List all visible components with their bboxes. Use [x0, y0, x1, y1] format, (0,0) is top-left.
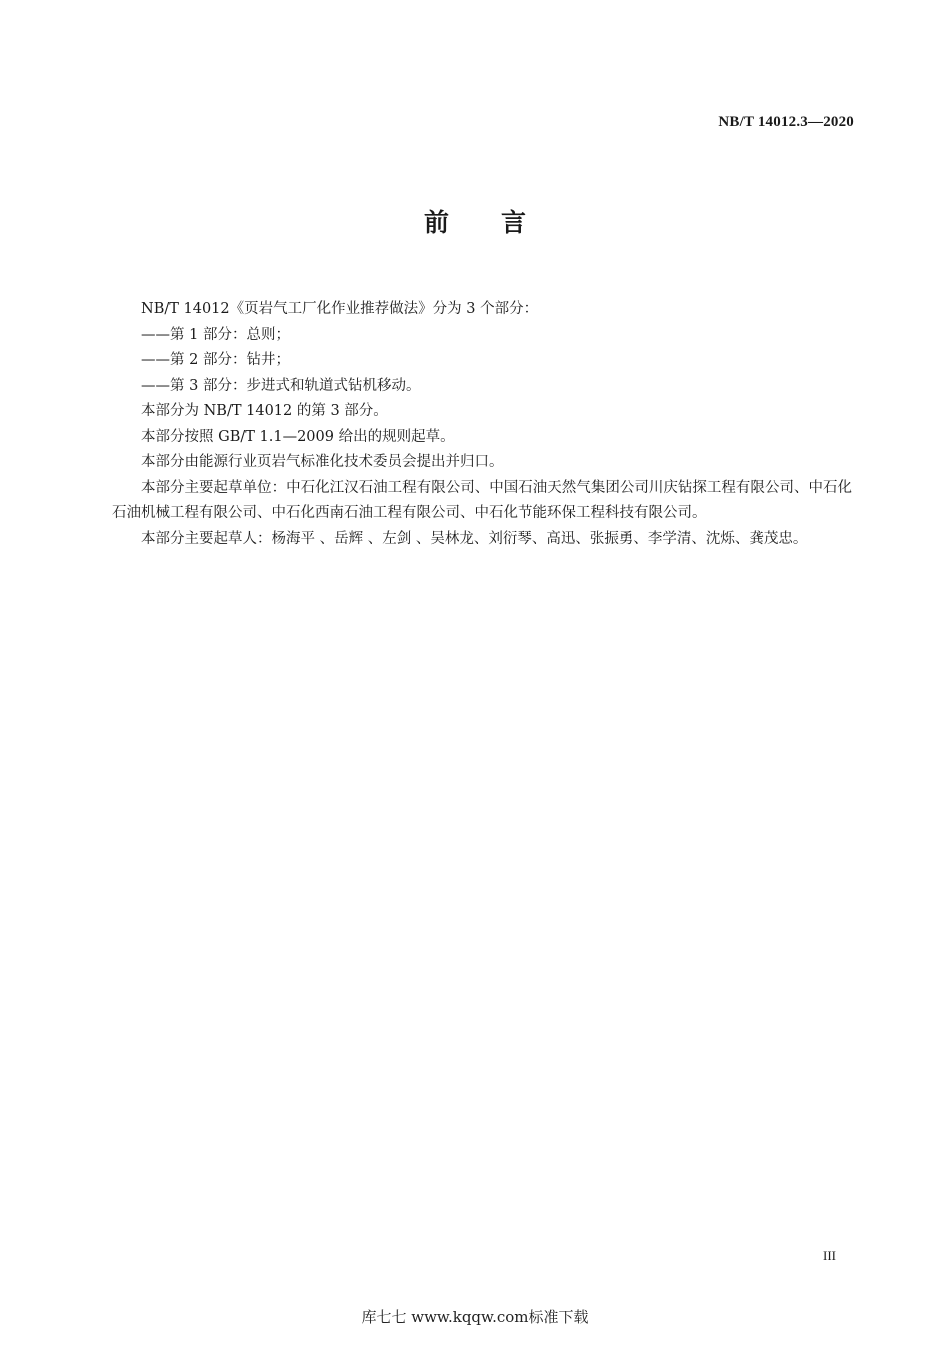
paragraph-drafters: 本部分主要起草人：杨海平 、岳辉 、左剑 、吴林龙、刘衍琴、高迅、张振勇、李学清、沈烁、龚茂忠。 — [141, 530, 808, 547]
page-number: III — [823, 1248, 836, 1263]
footer-watermark: 库七七 www.kqqw.com标准下载 — [361, 1308, 589, 1326]
paragraph-parts-intro: NB/T 14012《页岩气工厂化作业推荐做法》分为 3 个部分： — [141, 301, 539, 317]
paragraph-this-part: 本部分为 NB/T 14012 的第 3 部分。 — [141, 403, 388, 419]
paragraph-part-3: ——第 3 部分：步进式和轨道式钻机移动。 — [141, 377, 421, 394]
paragraph-drafting-units: 本部分主要起草单位：中石化江汉石油工程有限公司、中国石油天然气集团公司川庆钻探工程有限公司、中石化石油机械工程有限公司、中石化西南石油工程有限公司、中石化节能环保工程科技有限公司。 — [112, 479, 852, 521]
paragraph-part-1: ——第 1 部分：总则； — [141, 326, 290, 343]
title-char-1: 前 — [423, 208, 449, 237]
standard-code: NB/T 14012.3—2020 — [718, 114, 854, 130]
foreword-body — [112, 297, 852, 552]
page-title — [0, 203, 950, 239]
title-char-2: 言 — [501, 208, 527, 237]
paragraph-proposed-by: 本部分由能源行业页岩气标准化技术委员会提出并归口。 — [141, 454, 504, 470]
paragraph-part-2: ——第 2 部分：钻井； — [141, 352, 290, 368]
paragraph-drafting-rules: 本部分按照 GB/T 1.1—2009 给出的规则起草。 — [141, 428, 455, 445]
